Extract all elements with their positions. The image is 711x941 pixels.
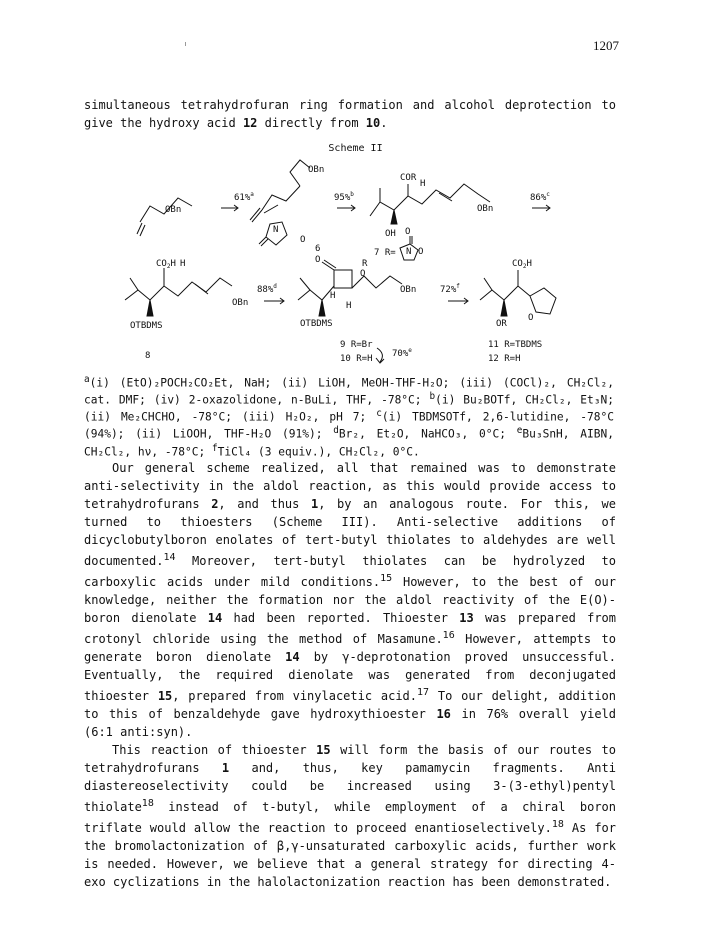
- intro-line-2-end: .: [380, 116, 388, 130]
- label-o-7b: O: [418, 247, 424, 257]
- label-otbdms-8: OTBDMS: [130, 321, 163, 331]
- footnote-f: TiCl₄ (3 equiv.), CH₂Cl₂, 0°C.: [217, 445, 420, 459]
- label-cor: COR: [400, 173, 417, 183]
- label-yield-70: 70%: [392, 349, 409, 359]
- compound-ref: 14: [207, 611, 223, 625]
- paragraph-2: This reaction of thioester 15 will form the basis of our routes to tetrahydrofurans 1 and, thus, key pamamycin fragments. Anti diastereoselectivity could be increased using 3-(3-ethyl)pentyl thiolate$^{18}$ instead of t-butyl, while employment of a chiral boron triflate would allow the reaction to proceed enantioselectively.$^{18}$ As for the bromolactonization of β,γ-unsaturated carboxylic acids, further work is needed. However, we believe that a general strategy for directing 4-exo cyclizations in the halolactonization reaction has been demonstrated.: [84, 743, 617, 889]
- svg-text:86%c: [530, 191, 550, 203]
- citation: 18: [551, 819, 564, 830]
- footnote-marker-f: f: [212, 442, 218, 454]
- label-otbdms-9: OTBDMS: [300, 319, 333, 329]
- label-obn-7: OBn: [477, 204, 494, 214]
- label-n-7: N: [406, 247, 412, 257]
- bond-chain-9: [298, 286, 334, 300]
- label-yield-61: 61%: [234, 193, 251, 203]
- compound-ref: 14: [285, 650, 300, 664]
- scheme-labels: [130, 165, 550, 364]
- svg-text:CO2H: $CO_2H$: [156, 259, 176, 270]
- label-co2h-8: CO: [156, 259, 167, 269]
- label-h-8: H: [180, 259, 186, 269]
- label-compound-9: 9 R=Br: [340, 340, 373, 350]
- label-o-6: O: [300, 235, 306, 245]
- svg-text:CO2H: $CO_2H$: [512, 259, 532, 270]
- label-r-eq-7: 7 R=: [374, 248, 396, 258]
- bond-chain-11: [480, 286, 530, 300]
- compound-ref: 16: [436, 707, 451, 721]
- citation: 18: [141, 798, 154, 809]
- label-compound-10: 10 R=H: [340, 354, 373, 364]
- intro-line-1: simultaneous tetrahydrofuran ring formation and alcohol deprotection to: [84, 98, 616, 112]
- compound-ref: 13: [459, 611, 474, 625]
- label-obn-1: OBn: [165, 205, 182, 215]
- label-sup-e: e: [408, 347, 412, 354]
- label-or-11: OR: [496, 319, 507, 329]
- compound-ref: 15: [157, 689, 173, 703]
- compound-ref: 2: [211, 497, 219, 511]
- label-compound-6: 6: [315, 244, 321, 254]
- footnote-marker-c: c: [376, 408, 382, 420]
- compound-ref: 15: [316, 743, 331, 757]
- page-number: 1207: [593, 38, 619, 53]
- intro-line-2-start: give the hydroxy acid: [84, 116, 243, 130]
- scheme-title: Scheme II: [328, 143, 383, 154]
- intro-paragraph: [84, 96, 616, 132]
- tetrahydrofuran-ring: [530, 288, 556, 314]
- svg-text:70%e: [392, 347, 412, 359]
- citation: 14: [163, 552, 176, 563]
- label-o-9a: O: [315, 255, 321, 265]
- footnote-d: Br₂, Et₂O, NaHCO₃, 0°C;: [338, 428, 506, 442]
- label-compound-12: 12 R=H: [488, 354, 521, 364]
- footnote-marker-a: a: [84, 374, 90, 385]
- label-o-11: O: [528, 313, 534, 323]
- svg-text:61%a: [234, 191, 254, 203]
- bond-chain-8: [125, 278, 232, 300]
- scheme-footnotes: [84, 373, 614, 459]
- svg-text:95%b: [334, 191, 354, 203]
- label-r-9: R: [362, 259, 368, 269]
- label-obn-6: OBn: [308, 165, 325, 175]
- label-h-9a: H: [330, 291, 336, 301]
- beta-lactone-ring: [334, 270, 352, 288]
- bond-chain-6: [262, 186, 300, 210]
- scan-mark: [185, 42, 186, 46]
- compound-ref-10: 10: [365, 116, 381, 130]
- label-sup-d: d: [273, 283, 277, 290]
- body-text: [84, 459, 616, 891]
- label-compound-11: 11 R=TBDMS: [488, 340, 543, 350]
- label-yield-88: 88%: [257, 285, 274, 295]
- intro-line-2-mid: directly from: [257, 116, 366, 130]
- reaction-scheme: [0, 150, 711, 372]
- label-co2h-11: CO: [512, 259, 523, 269]
- footnote-b: (i) Bu₂BOTf, CH₂Cl₂, Et₃N; (ii) Me₂CHCHO, -78°C; (iii) H₂O₂, pH 7;: [84, 393, 614, 425]
- label-h-9b: H: [346, 301, 352, 311]
- label-obn-9: OBn: [400, 285, 417, 295]
- footnote-c: (i) TBDMSOTf, 2,6-lutidine, -78°C (94%); (ii) LiOOH, THF-H₂O (91%);: [84, 411, 614, 442]
- citation: 15: [380, 573, 393, 584]
- compound-ref: 1: [310, 497, 319, 511]
- label-sup-b: b: [350, 191, 354, 198]
- label-yield-86: 86%: [530, 193, 547, 203]
- bond-chain-7: [370, 184, 490, 216]
- label-compound-8: 8: [145, 351, 151, 361]
- citation: 17: [417, 687, 430, 698]
- label-o-7a: O: [405, 227, 411, 237]
- footnote-e: Bu₃SnH, AIBN, CH₂Cl₂, hν, -78°C;: [84, 428, 614, 459]
- footnote-marker-b: b: [429, 391, 436, 403]
- compound-ref-12: 12: [242, 116, 258, 130]
- label-sup-a: a: [250, 191, 254, 198]
- citation: 16: [442, 630, 455, 641]
- svg-text:72%f: [440, 283, 460, 295]
- label-h-7: H: [420, 179, 426, 189]
- compound-ref: 1: [221, 761, 230, 775]
- footnote-marker-e: e: [516, 425, 523, 437]
- footnote-marker-d: d: [333, 425, 339, 437]
- label-oh-7: OH: [385, 229, 396, 239]
- footnote-a: (i) (EtO)₂POCH₂CO₂Et, NaH; (ii) LiOH, MeOH-THF-H₂O; (iii) (COCl)₂, CH₂Cl₂, cat. DMF; (iv) 2-oxazolidone, n-BuLi, THF, -78°C;: [84, 376, 614, 407]
- label-n-6: N: [273, 225, 279, 235]
- svg-text:88%d: [257, 283, 277, 295]
- label-sup-c: c: [546, 191, 550, 198]
- label-obn-8: OBn: [232, 298, 249, 308]
- label-o-9b: O: [360, 269, 366, 279]
- label-yield-95: 95%: [334, 193, 351, 203]
- label-yield-72: 72%: [440, 285, 457, 295]
- paragraph-1: Our general scheme realized, all that remained was to demonstrate anti-selectivity in the aldol reaction, as this would provide access to tetrahydrofurans 2, and thus 1, by an analogous route. For this, we turned to thioesters (Scheme III). Anti-selective additions of dicyclobutylboron enolates of tert-butyl thiolates to aldehydes are well documented.$^{14}$ Moreover, tert-butyl thiolates can be hydrolyzed to carboxylic acids under mild conditions.$^{15}$ However, to the best of our knowledge, neither the formation nor the aldol reactivity of the E(O)-boron dienolate 14 had been reported. Thioester 13 was prepared from crotonyl chloride using the method of Masamune.$^{16}$ However, attempts to generate boron dienolate 14 by γ-deprotonation proved unsuccessful. Eventually, the required dienolate was generated from deconjugated thioester 15, prepared from vinylacetic acid.$^{17}$ To our delight, addition to this of benzaldehyde gave hydroxythioester 16 in 76% overall yield (6:1 anti:syn).: [84, 461, 617, 739]
- label-sup-f: f: [456, 283, 460, 290]
